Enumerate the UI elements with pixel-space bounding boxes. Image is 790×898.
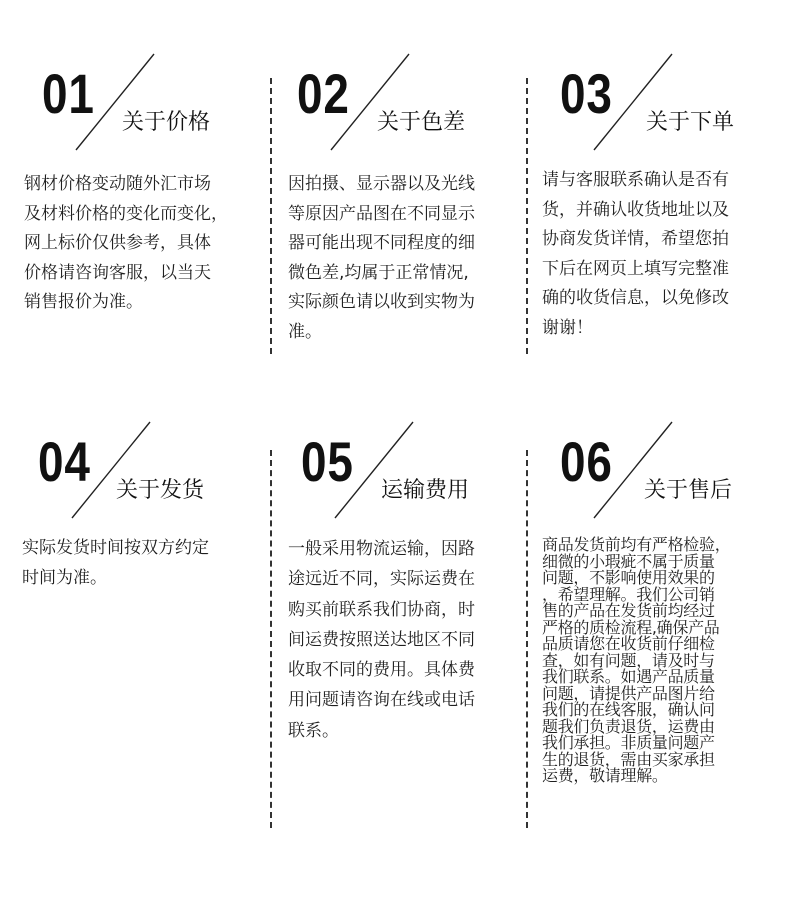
card-number: 03 [560,62,613,125]
card-title: 关于价格 [122,110,211,135]
info-card-transport-fee [288,430,551,764]
card-body: 商品发货前均有严格检验， 细微的小瑕疵不属于质量 问题，不影响使用效果的 ，希望理解。我们公司销 售的产品在发货前均经过 严格的质检流程,确保产品 品质请您在收货前仔细检 查，如有问题，请及时与 我们联系。如遇产品质量 问题，请提供产品图片给 我们的在线客服，确认问 题我们负责退货，运费由 我们承担。非质量问题产 生的退货，需由买家承担 运费，敬请理解。 [542,535,731,785]
card-title: 关于色差 [377,110,466,135]
card-title: 运输费用 [381,478,470,503]
info-card-after-sales [542,430,790,834]
card-number: 05 [301,430,354,493]
card-title: 关于售后 [644,478,733,503]
card-body: 钢材价格变动随外汇市场 及材料价格的变化而变化， 网上标价仅供参考，具体 价格请咨询客服，以当天 销售报价为准。 [24,174,228,312]
card-body: 实际发货时间按双方约定 时间为准。 [22,538,209,588]
info-card-shipping [22,430,288,634]
card-body: 因拍摄、显示器以及光线 等原因产品图在不同显示 器可能出现不同程度的细 微色差,均属于正常情况, 实际颜色请以收到实物为 准。 [288,174,475,342]
info-card-price [24,62,292,366]
info-card-ordering [542,62,790,366]
card-number: 06 [560,430,613,493]
info-card-color-difference [288,62,547,366]
card-body: 请与客服联系确认是否有 货，并确认收货地址以及 协商发货详情，希望您拍 下后在网页上填写完整准 确的收货信息，以免修改 谢谢！ [542,170,729,338]
card-number: 01 [42,62,95,125]
card-title: 关于发货 [116,478,205,503]
card-number: 04 [38,430,91,493]
card-number: 02 [297,62,350,125]
card-body: 一般采用物流运输，因路 途远近不同，实际运费在 购买前联系我们协商，时 间运费按照送达地区不同 收取不同的费用。具体费 用问题请咨询在线或电话 联系。 [288,539,475,741]
card-title: 关于下单 [646,110,735,135]
